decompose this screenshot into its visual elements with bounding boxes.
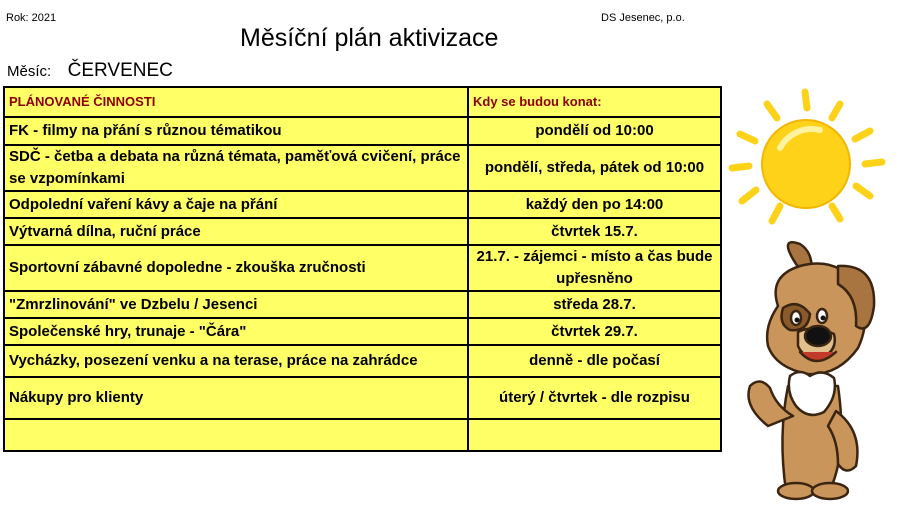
month-value: ČERVENEC — [67, 60, 173, 81]
year-label: Rok: 2021 — [6, 12, 57, 24]
table-row — [4, 377, 721, 419]
table-header-row — [4, 87, 721, 117]
activity-cell: SDČ - četba a debata na různá témata, paměťová cvičení, práce se vzpomínkami — [4, 145, 468, 191]
when-cell — [468, 419, 721, 451]
activity-cell: Sportovní zábavné dopoledne - zkouška zručnosti — [4, 245, 468, 291]
when-cell: úterý / čtvrtek - dle rozpisu — [468, 377, 721, 419]
activity-cell: Odpolední vaření kávy a čaje na přání — [4, 191, 468, 218]
organization-label: DS Jesenec, p.o. — [601, 12, 685, 24]
activity-cell: Výtvarná dílna, ruční práce — [4, 218, 468, 245]
when-cell: 21.7. - zájemci - místo a čas bude upřesněno — [468, 245, 721, 291]
table-row — [4, 145, 721, 191]
page-title: Měsíční plán aktivizace — [240, 24, 499, 52]
table-row — [4, 345, 721, 377]
activity-cell: "Zmrzlinování" ve Dzbelu / Jesenci — [4, 291, 468, 318]
activity-cell: FK - filmy na přání s různou tématikou — [4, 117, 468, 145]
table-row — [4, 291, 721, 318]
activity-cell: Nákupy pro klienty — [4, 377, 468, 419]
month-label: Měsíc: — [7, 63, 52, 80]
table-row — [4, 218, 721, 245]
when-cell: středa 28.7. — [468, 291, 721, 318]
table-row — [4, 191, 721, 218]
when-cell: každý den po 14:00 — [468, 191, 721, 218]
sun-icon — [722, 86, 892, 236]
activity-plan-table — [3, 86, 722, 452]
activity-cell: Společenské hry, trunaje - "Čára" — [4, 318, 468, 345]
dog-icon — [738, 236, 878, 506]
table-row — [4, 318, 721, 345]
table-row — [4, 419, 721, 451]
activity-cell — [4, 419, 468, 451]
table-row — [4, 117, 721, 145]
when-cell: čtvrtek 15.7. — [468, 218, 721, 245]
column-header-when: Kdy se budou konat: — [468, 87, 721, 117]
when-cell: pondělí, středa, pátek od 10:00 — [468, 145, 721, 191]
when-cell: čtvrtek 29.7. — [468, 318, 721, 345]
column-header-activities: PLÁNOVANÉ ČINNOSTI — [4, 87, 468, 117]
table-row — [4, 245, 721, 291]
activity-cell: Vycházky, posezení venku a na terase, práce na zahrádce — [4, 345, 468, 377]
when-cell: pondělí od 10:00 — [468, 117, 721, 145]
month-row — [7, 60, 173, 82]
when-cell: denně - dle počasí — [468, 345, 721, 377]
